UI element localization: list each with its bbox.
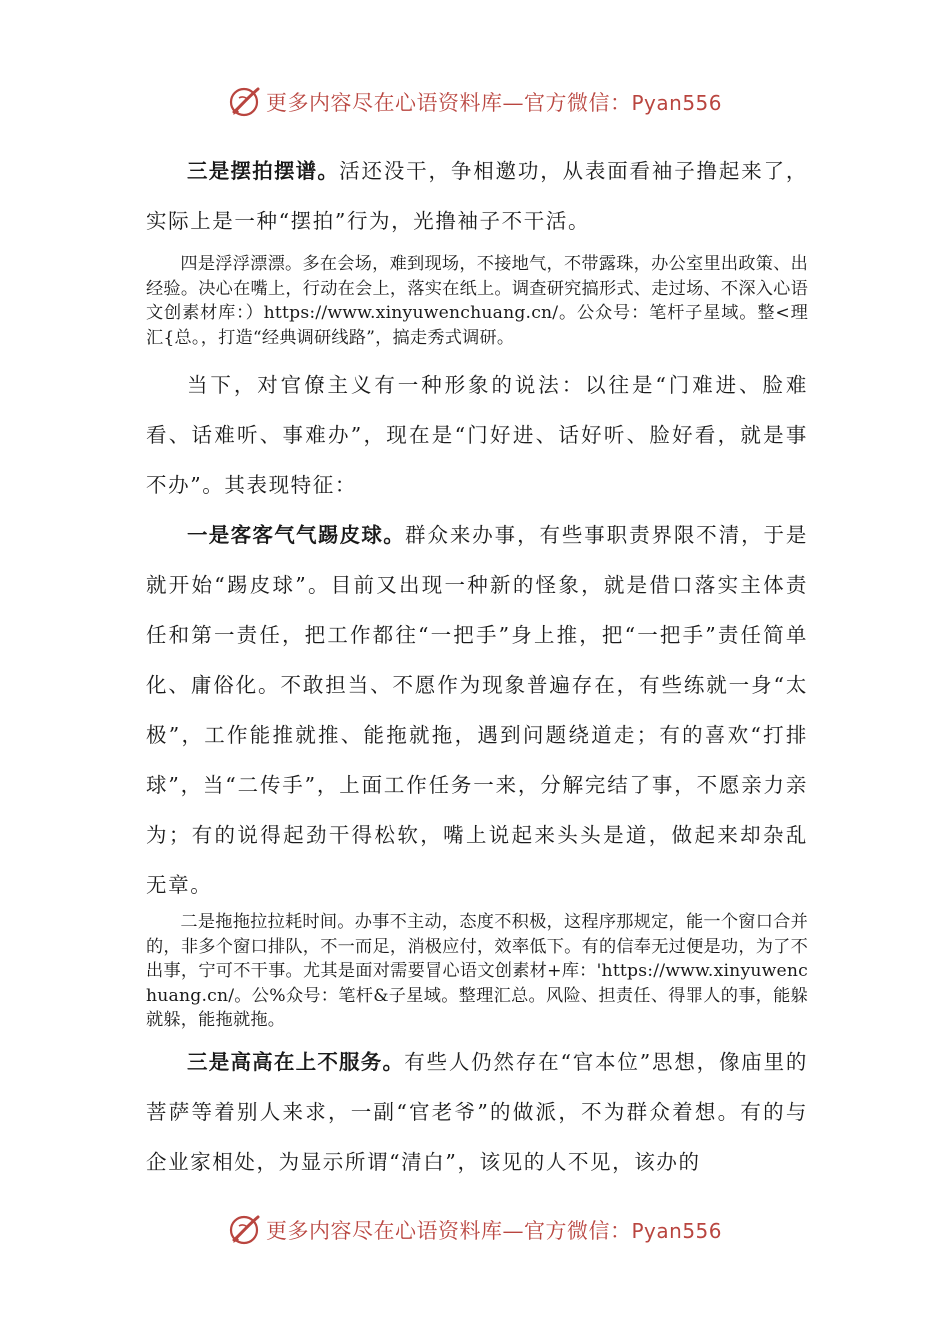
banner-wechat-id: Pyan556 — [631, 91, 722, 115]
document-body — [146, 146, 808, 1193]
paragraph-3 — [146, 360, 808, 510]
banner-slogan: 更多内容尽在心语资料库—官方微信： — [265, 91, 632, 115]
paragraph-2-body: 四是浮浮漂漂。多在会场，难到现场，不接地气，不带露珠，办公室里出政策、出经验。决心在嘴上，行动在会上，落实在纸上。调查研究搞形式、走过场、不深入心语文创素材库：）https://www.xinyuwenchuang.cn/。公众号：笔杆子星域。整<理汇{总。，打造“经典调研线路”，搞走秀式调研。 — [146, 254, 808, 348]
banner-text — [266, 87, 722, 117]
paragraph-5 — [146, 910, 808, 1033]
banner-slogan: 更多内容尽在心语资料库—官方微信： — [265, 1219, 632, 1243]
paragraph-4-lead: 一是客客气气踢皮球。 — [187, 523, 406, 547]
footer-banner — [0, 1210, 950, 1250]
paragraph-6-lead: 三是高高在上不服务。 — [187, 1049, 405, 1074]
paragraph-1-lead: 三是摆拍摆谱。 — [187, 159, 340, 183]
pen-logo-icon — [228, 1213, 262, 1247]
paragraph-4-body: 群众来办事，有些事职责界限不清，于是就开始“踢皮球”。目前又出现一种新的怪象，就是借口落实主体责任和第一责任，把工作都往“一把手”身上推，把“一把手”责任简单化、庸俗化。不敢担当、不愿作为现象普遍存在，有些练就一身“太极”，工作能推就推、能拖就拖，遇到问题绕道走；有的喜欢“打排球”，当“二传手”，上面工作任务一来，分解完结了事，不愿亲力亲为；有的说得起劲干得松软，嘴上说起来头头是道，做起来却杂乱无章。 — [146, 523, 809, 897]
paragraph-6-body: 有些人仍然存在“官本位”思想，像庙里的菩萨等着别人来求，一副“官老爷”的做派，不为群众着想。有的与企业家相处，为显示所谓“清白”，该见的人不见，该办的 — [146, 1049, 809, 1174]
paragraph-1 — [146, 146, 808, 246]
paragraph-3-body: 当下，对官僚主义有一种形象的说法：以往是“门难进、脸难看、话难听、事难办”，现在是“门好进、话好听、脸好看，就是事不办”。其表现特征： — [146, 373, 808, 497]
banner-text — [266, 1215, 722, 1245]
paragraph-5-body: 二是拖拖拉拉耗时间。办事不主动，态度不积极，这程序那规定，能一个窗口合并的，非多个窗口排队，不一而足，消极应付，效率低下。有的信奉无过便是功，为了不出事，宁可不干事。尤其是面对需要冒心语文创素材+库：'https://www.xinyuwenchuang.cn/。公%众号：笔杆&子星域。整理汇总。风险、担责任、得罪人的事，能躲就躲，能拖就拖。 — [146, 912, 808, 1030]
paragraph-2 — [146, 252, 808, 350]
paragraph-1-body: 活还没干，争相邀功，从表面看袖子撸起来了，实际上是一种“摆拍”行为，光撸袖子不干活。 — [146, 159, 809, 233]
pen-logo-icon — [228, 85, 262, 119]
paragraph-6 — [146, 1037, 808, 1187]
header-banner — [0, 82, 950, 122]
paragraph-4 — [146, 510, 808, 910]
banner-wechat-id: Pyan556 — [631, 1219, 722, 1243]
